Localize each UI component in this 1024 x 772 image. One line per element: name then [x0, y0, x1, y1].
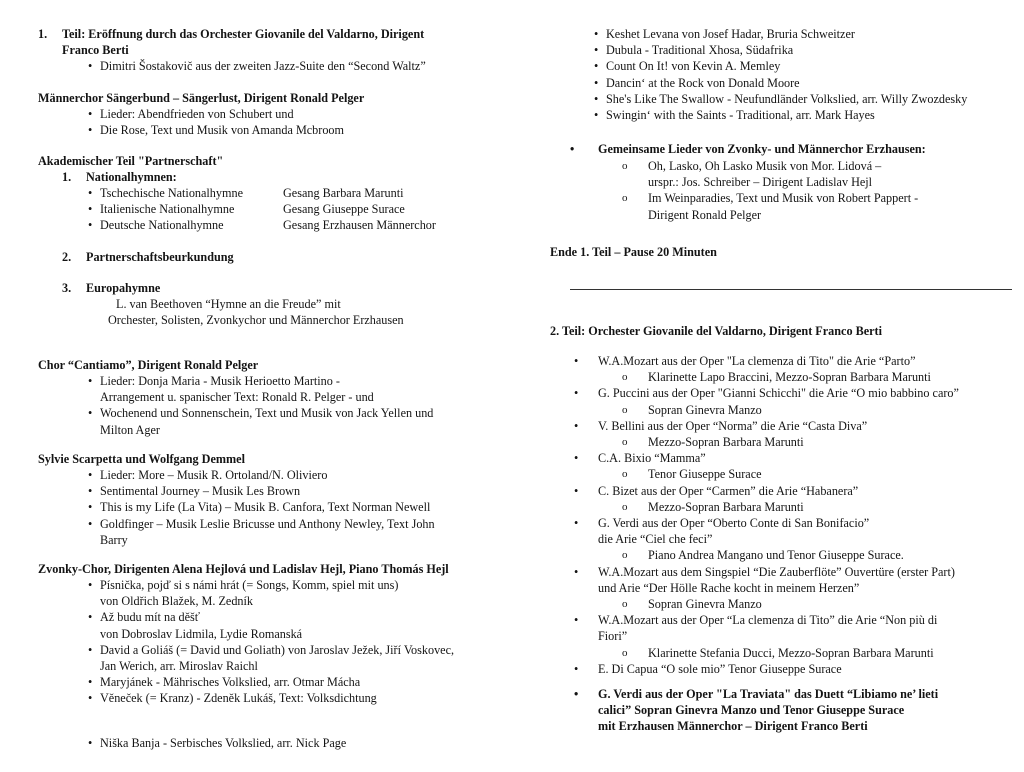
list-item: • Goldfinger – Musik Leslie Bricusse und Anthony Newley, Text John — [86, 516, 435, 532]
cantiamo-heading: Chor “Cantiamo”, Dirigent Ronald Pelger — [38, 358, 259, 372]
finale-line1: • G. Verdi aus der Oper "La Traviata" das Duett “Libiamo ne’ lieti — [572, 686, 938, 702]
sub-item: o Klarinette Stefania Ducci, Mezzo-Sopran Barbara Marunti — [622, 645, 959, 661]
list-item: • Dancin‘ at the Rock von Donald Moore — [592, 75, 967, 91]
section-divider — [570, 289, 1012, 290]
list-item: • C. Bizet aus der Oper “Carmen” die Arie “Habanera” — [572, 483, 959, 499]
list-item: • Lieder: Donja Maria - Musik Herioetto Martino - — [86, 373, 433, 389]
part2-finale — [572, 686, 938, 735]
list-item: • Sentimental Journey – Musik Les Brown — [86, 483, 435, 499]
anthem-table — [86, 185, 436, 234]
part1-heading-line1: Teil: Eröffnung durch das Orchester Giovanile del Valdarno, Dirigent — [62, 27, 425, 41]
cantiamo-list — [86, 373, 433, 438]
list-item: • Wochenend und Sonnenschein, Text und Musik von Jack Yellen und — [86, 405, 433, 421]
partnerschaftsbeurkundung-heading — [62, 249, 234, 265]
sub-item: o Tenor Giuseppe Surace — [622, 466, 959, 482]
sub-item: o Mezzo-Sopran Barbara Marunti — [622, 434, 959, 450]
anthem-singer: Gesang Erzhausen Männerchor — [283, 218, 436, 233]
anthem-name: • Deutsche Nationalhymne — [86, 217, 283, 233]
partnerschaft-title: Partnerschaftsbeurkundung — [86, 250, 234, 264]
part2-list — [572, 353, 959, 677]
list-item: • W.A.Mozart aus der Oper "La clemenza di Tito" die Arie “Parto” — [572, 353, 959, 369]
anthem-name: • Italienische Nationalhymne — [86, 201, 283, 217]
left-column — [38, 0, 508, 751]
partnerschaft-number: 2. — [62, 250, 72, 264]
list-item: • C.A. Bixio “Mamma” — [572, 450, 959, 466]
list-item: • G. Puccini aus der Oper "Gianni Schicchi" die Arie “O mio babbino caro” — [572, 385, 959, 401]
list-item: • W.A.Mozart aus der Oper “La clemenza di Tito” die Arie “Non più di — [572, 612, 959, 628]
sub-item: o Piano Andrea Mangano und Tenor Giuseppe Surace. — [622, 547, 959, 563]
list-item: • E. Di Capua “O sole mio” Tenor Giuseppe Surace — [572, 661, 959, 677]
list-item: • V. Bellini aus der Oper “Norma” die Arie “Casta Diva” — [572, 418, 959, 434]
part1-heading — [38, 26, 424, 42]
list-item: • Lieder: More – Musik R. Ortoland/N. Oliviero — [86, 467, 435, 483]
list-item-continuation: Arrangement u. spanischer Text: Ronald R. Pelger - und — [100, 390, 374, 405]
ende-teil1: Ende 1. Teil – Pause 20 Minuten — [550, 245, 717, 259]
part1-number: 1. — [38, 27, 48, 41]
sub-item: o Im Weinparadies, Text und Musik von Robert Pappert - — [622, 190, 918, 206]
list-item-continuation: und Arie “Der Hölle Rache kocht in meinem Herzen” — [598, 580, 860, 595]
zvonky-list — [86, 577, 454, 707]
europahymne-title: Europahymne — [86, 281, 161, 295]
europahymne-line2: Orchester, Solisten, Zvonkychor und Männerchor Erzhausen — [108, 313, 404, 327]
list-item-continuation: von Dobroslav Lidmila, Lydie Romanská — [100, 626, 303, 641]
nationalhymnen-title: Nationalhymnen: — [86, 170, 177, 184]
list-item-continuation: die Arie “Ciel che feci” — [598, 532, 713, 547]
gemeinsam-heading: • Gemeinsame Lieder von Zvonky- und Männerchor Erzhausen: — [568, 141, 1024, 157]
sub-item: o Klarinette Lapo Braccini, Mezzo-Sopran Barbara Marunti — [622, 369, 959, 385]
list-item-continuation: Barry — [100, 532, 128, 547]
sub-item: o Oh, Lasko, Oh Lasko Musik von Mor. Lidová – — [622, 158, 918, 174]
list-item-continuation: Milton Ager — [100, 422, 160, 437]
finale-line3: mit Erzhausen Männerchor – Dirigent Franco Berti — [598, 719, 868, 734]
maennerchor-heading: Männerchor Sängerbund – Sängerlust, Dirigent Ronald Pelger — [38, 91, 365, 105]
list-item: • David a Goliáš (= David und Goliath) von Jaroslav Ježek, Jiří Voskovec, — [86, 642, 454, 658]
list-item: • Swingin‘ with the Saints - Traditional, arr. Mark Hayes — [592, 107, 967, 123]
list-item: • Dubula - Traditional Xhosa, Südafrika — [592, 42, 967, 58]
list-item-continuation: Jan Werich, arr. Miroslav Raichl — [100, 659, 258, 674]
europahymne-heading — [62, 280, 160, 296]
part2-heading: 2. Teil: Orchester Giovanile del Valdarno, Dirigent Franco Berti — [550, 324, 882, 338]
list-item: • Count On It! von Kevin A. Memley — [592, 58, 967, 74]
part1-heading-line2: Franco Berti — [62, 43, 129, 57]
list-item: • This is my Life (La Vita) – Musik B. Canfora, Text Norman Newell — [86, 499, 435, 515]
sub-item: o Mezzo-Sopran Barbara Marunti — [622, 499, 959, 515]
anthem-singer: Gesang Barbara Marunti — [283, 186, 404, 200]
list-item-continuation: von Oldřich Blažek, M. Zedník — [100, 594, 253, 609]
maennerchor-list — [86, 106, 344, 138]
sylvie-list — [86, 467, 435, 548]
list-item-continuation: Fiori” — [598, 629, 628, 644]
anthem-name: • Tschechische Nationalhymne — [86, 185, 283, 201]
sylvie-heading: Sylvie Scarpetta und Wolfgang Demmel — [38, 452, 245, 466]
nationalhymnen-heading — [62, 169, 177, 185]
sub-item: o Sopran Ginevra Manzo — [622, 596, 959, 612]
right-column — [550, 0, 1012, 734]
zvonky-continued-list — [592, 26, 967, 123]
part1-item: • Dimitri Šostakovič aus der zweiten Jazz-Suite den “Second Waltz” — [86, 58, 556, 74]
europahymne-line1: L. van Beethoven “Hymne an die Freude” mit — [116, 297, 341, 311]
finale-line2: calici” Sopran Ginevra Manzo und Tenor Giuseppe Surace — [598, 703, 905, 718]
list-item: • Maryjánek - Mährisches Volkslied, arr. Otmar Mácha — [86, 674, 454, 690]
list-item: • Die Rose, Text und Musik von Amanda Mcbroom — [86, 122, 344, 138]
nationalhymnen-number: 1. — [62, 170, 72, 184]
list-item: • Lieder: Abendfrieden von Schubert und — [86, 106, 344, 122]
list-item: • Niška Banja - Serbisches Volkslied, arr. Nick Page — [86, 735, 556, 751]
list-item: • Písnička, pojď si s námi hrát (= Songs, Komm, spiel mit uns) — [86, 577, 454, 593]
sub-item-continuation: Dirigent Ronald Pelger — [648, 207, 762, 222]
akademisch-heading: Akademischer Teil "Partnerschaft" — [38, 154, 224, 168]
europahymne-number: 3. — [62, 281, 72, 295]
zvonky-heading: Zvonky-Chor, Dirigenten Alena Hejlová und Ladislav Hejl, Piano Thomás Hejl — [38, 562, 449, 576]
list-item: • Keshet Levana von Josef Hadar, Bruria Schweitzer — [592, 26, 967, 42]
list-item: • G. Verdi aus der Oper “Oberto Conte di San Bonifacio” — [572, 515, 959, 531]
sub-item-continuation: urspr.: Jos. Schreiber – Dirigent Ladislav Hejl — [648, 175, 873, 190]
list-item: • Až budu mít na děšť — [86, 609, 454, 625]
list-item: • Věneček (= Kranz) - Zdeněk Lukáš, Text: Volksdichtung — [86, 690, 454, 706]
anthem-singer: Gesang Giuseppe Surace — [283, 202, 405, 217]
sub-item: o Sopran Ginevra Manzo — [622, 402, 959, 418]
list-item: • She's Like The Swallow - Neufundländer Volkslied, arr. Willy Zwozdesky — [592, 91, 967, 107]
list-item: • W.A.Mozart aus dem Singspiel “Die Zauberflöte” Ouvertüre (erster Part) — [572, 564, 959, 580]
gemeinsam-list — [622, 158, 918, 223]
